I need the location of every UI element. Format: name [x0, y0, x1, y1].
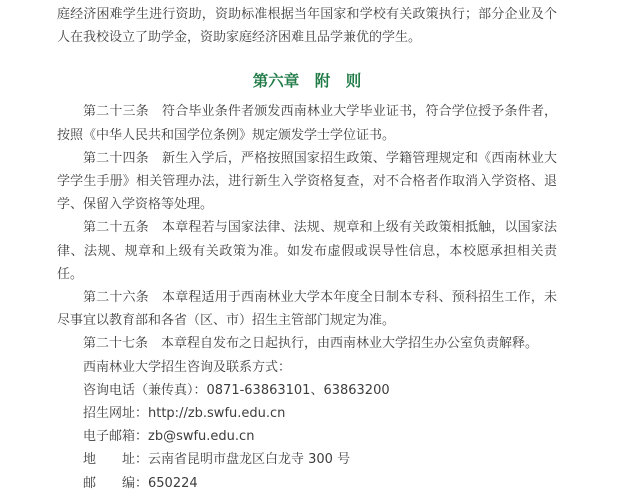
article-paragraph-23: 第二十三条 符合毕业条件者颁发西南林业大学毕业证书，符合学位授予条件者，按照《中华人民共和国学位条例》规定颁发学士学位证书。 [57, 104, 557, 143]
contact-email-line: 电子邮箱：zb@swfu.edu.cn [83, 429, 255, 445]
article-paragraph-26: 第二十六条 本章程适用于西南林业大学本年度全日制本专科、预科招生工作，未尽事宜以教育部和各省（区、市）招生主管部门规定为准。 [57, 290, 557, 329]
article-paragraph-27: 第二十七条 本章程自发布之日起执行，由西南林业大学招生办公室负责解释。 [83, 336, 539, 352]
contact-website-line: 招生网址：http://zb.swfu.edu.cn [83, 406, 286, 422]
contact-intro: 西南林业大学招生咨询及联系方式： [83, 359, 292, 375]
article-paragraph-25: 第二十五条 本章程若与国家法律、法规、规章和上级有关政策相抵触，以国家法律、法规、规章和上级有关政策为准。如发布虚假或误导性信息，本校愿承担相关责任。 [57, 220, 557, 282]
contact-postcode-line: 邮 编：650224 [83, 475, 198, 491]
contact-phone-line: 咨询电话（兼传真）：0871-63863101、63863200 [83, 382, 390, 398]
continuation-paragraph: 庭经济困难学生进行资助，资助标准根据当年国家和学校有关政策执行；部分企业及个人在我校设立了助学金，资助家庭经济困难且品学兼优的学生。 [57, 7, 557, 46]
contact-address-line: 地 址：云南省昆明市盘龙区白龙寺 300 号 [83, 452, 351, 468]
article-paragraph-24: 第二十四条 新生入学后，严格按照国家招生政策、学籍管理规定和《西南林业大学学生手册》相关管理办法，进行新生入学资格复查，对不合格者作取消入学资格、退学、保留入学资格等处理。 [57, 150, 557, 213]
chapter-heading: 第六章 附 则 [252, 72, 362, 91]
